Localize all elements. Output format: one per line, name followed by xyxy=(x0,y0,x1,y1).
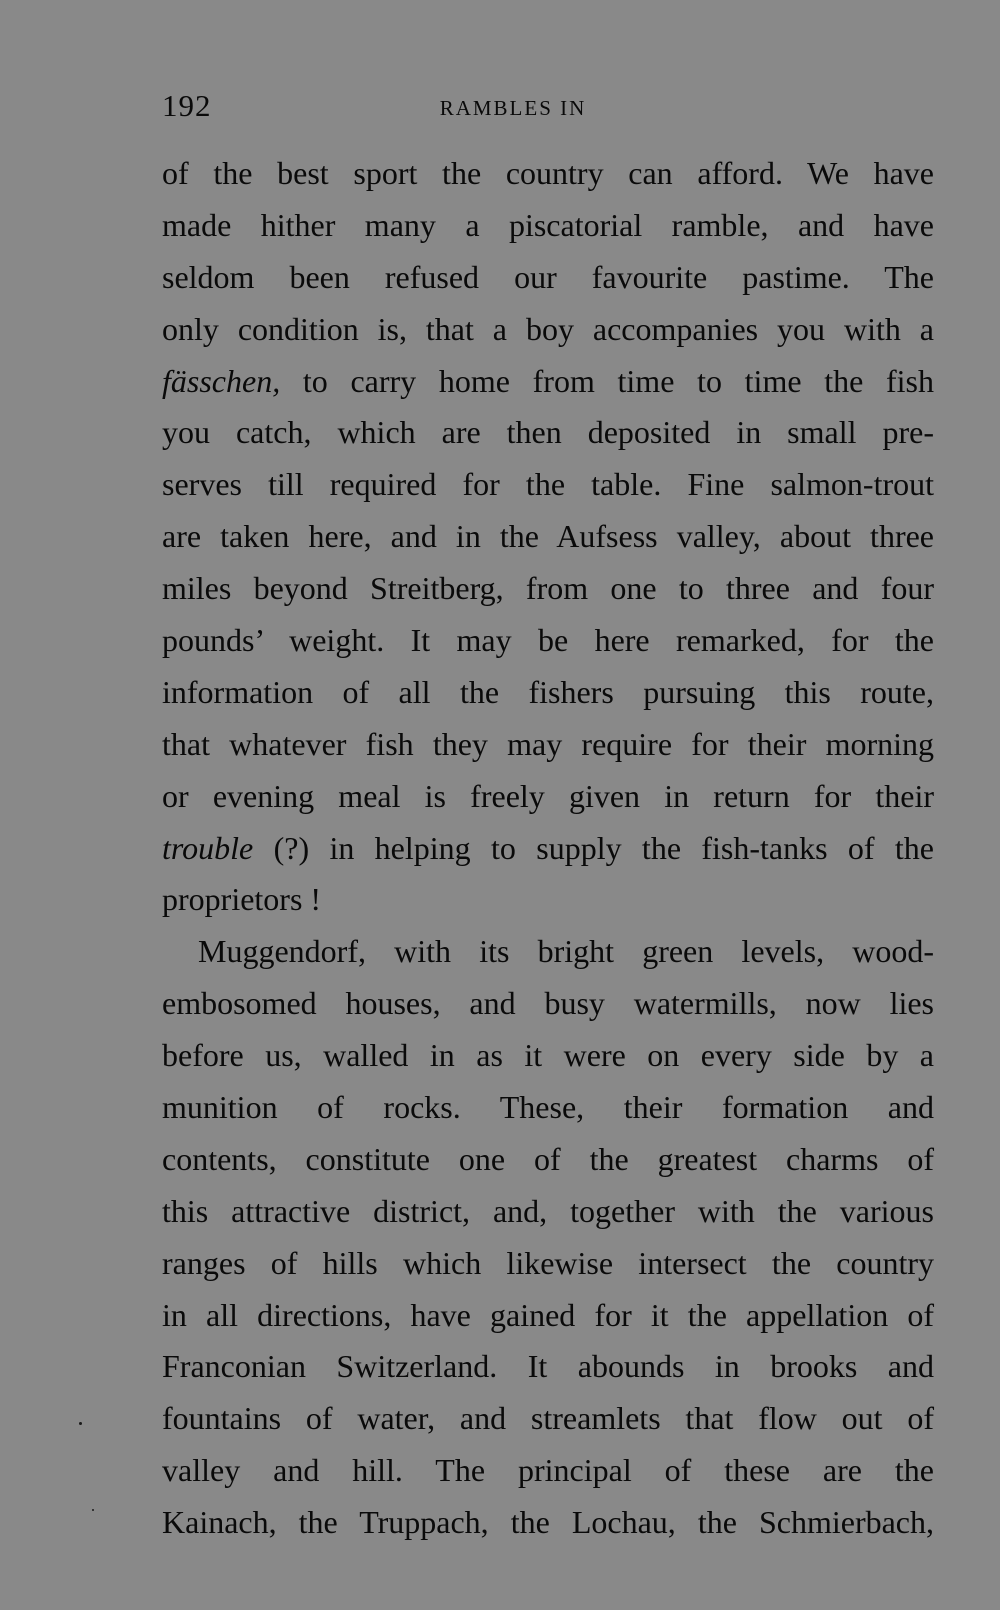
text-line: Franconian Switzerland. It abounds in brooks and xyxy=(162,1348,934,1385)
text-line: miles beyond Streitberg, from one to three and four xyxy=(162,570,934,607)
text-line: valley and hill. The principal of these are the xyxy=(162,1452,934,1489)
text-line: contents, constitute one of the greatest charms of xyxy=(162,1140,934,1177)
text-line: made hither many a piscatorial ramble, and have xyxy=(162,206,934,243)
running-head: RAMBLES IN xyxy=(439,96,587,120)
text-line: before us, walled in as it were on every side by a xyxy=(162,1037,934,1074)
text-line xyxy=(162,356,934,408)
text-line: or evening meal is freely given in return for their xyxy=(162,777,934,814)
italic-word: fässchen, xyxy=(162,362,281,399)
text-fragment: (?) in helping to supply the fish-tanks of the xyxy=(253,829,934,866)
text-line xyxy=(162,823,934,875)
stray-ink-mark xyxy=(92,1509,94,1511)
text-line: pounds’ weight. It may be here remarked, for the xyxy=(162,622,934,659)
text-line: fountains of water, and streamlets that flow out of xyxy=(162,1400,934,1437)
stray-ink-mark xyxy=(79,1422,82,1425)
text-line: munition of rocks. These, their formation and xyxy=(162,1089,934,1126)
text-line: in all directions, have gained for it the appellation of xyxy=(162,1296,934,1333)
text-line: ranges of hills which likewise intersect the country xyxy=(162,1244,934,1281)
text-line: Kainach, the Truppach, the Lochau, the Schmierbach, xyxy=(162,1504,934,1541)
text-line: proprietors ! xyxy=(162,881,322,918)
text-line: Muggendorf, with its bright green levels, wood- xyxy=(198,933,934,970)
paragraph-1 xyxy=(162,148,934,926)
text-line: are taken here, and in the Aufsess valley, about three xyxy=(162,518,934,555)
italic-word: trouble xyxy=(162,829,254,866)
text-line: of the best sport the country can afford. We have xyxy=(162,155,934,191)
text-line: this attractive district, and, together with the various xyxy=(162,1192,934,1229)
text-line: seldom been refused our favourite pastime. The xyxy=(162,258,934,295)
text-line: that whatever fish they may require for their morning xyxy=(162,725,934,762)
text-line: serves till required for the table. Fine salmon-trout xyxy=(162,466,934,503)
text-fragment: to carry home from time to time the fish xyxy=(280,362,934,399)
page-number: 192 xyxy=(162,88,212,123)
text-line: embosomed houses, and busy watermills, now lies xyxy=(162,985,934,1022)
text-line: you catch, which are then deposited in small pre- xyxy=(162,414,934,451)
text-line: information of all the fishers pursuing this route, xyxy=(162,673,934,710)
text-line: only condition is, that a boy accompanies you with a xyxy=(162,310,934,347)
paragraph-2 xyxy=(162,926,934,1549)
body-text xyxy=(162,148,934,1549)
page-header xyxy=(162,88,934,128)
